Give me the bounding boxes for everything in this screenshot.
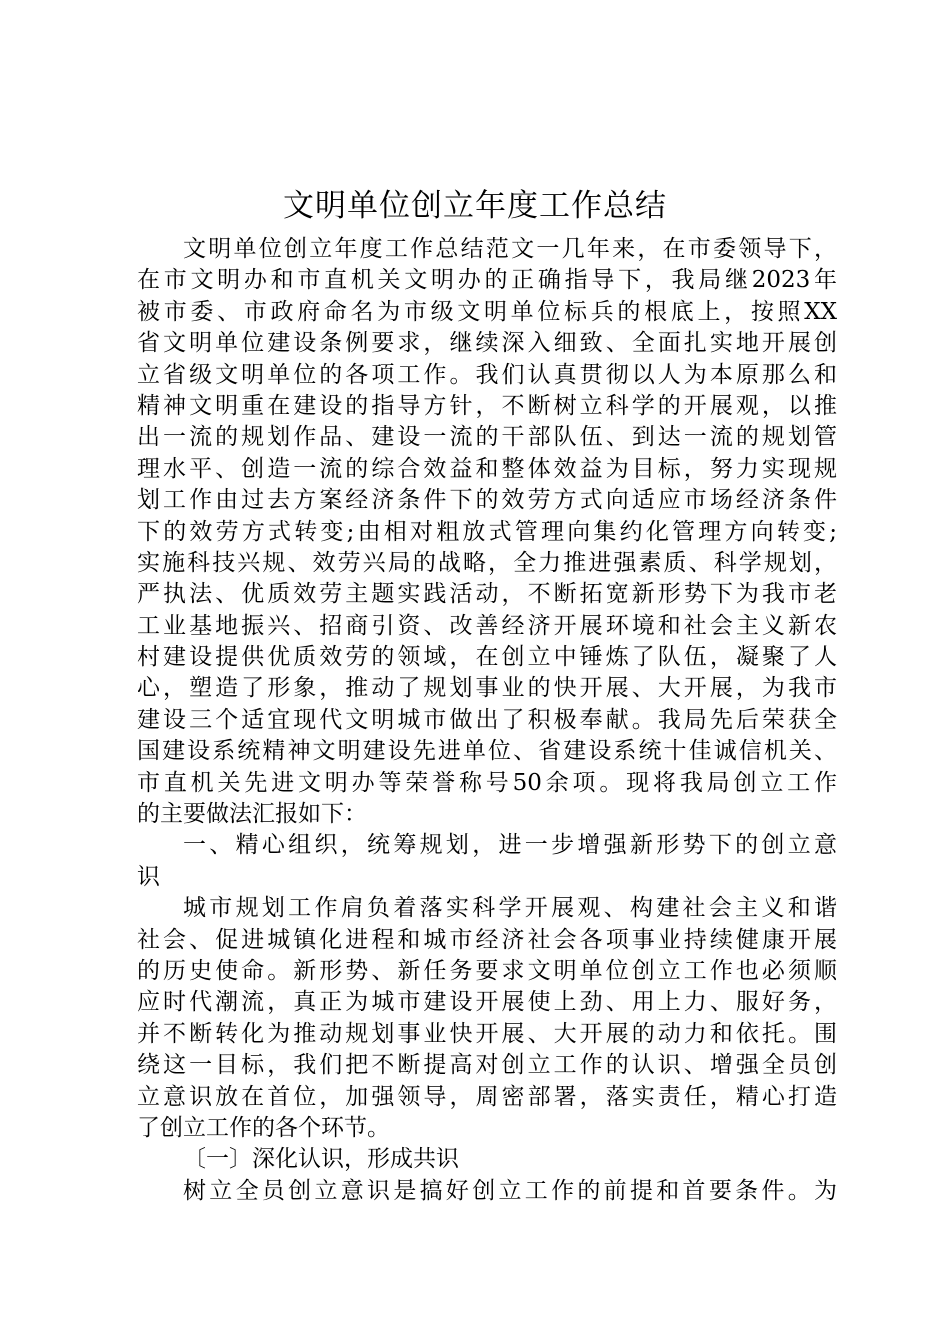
paragraph-line: 被市委、市政府命名为市级文明单位标兵的根底上，按照XX (137, 298, 837, 325)
paragraph-line: 工业基地振兴、招商引资、改善经济开展环境和社会主义新农 (137, 612, 837, 639)
paragraph-line: 了创立工作的各个环节。 (137, 1114, 390, 1141)
paragraph-line: 文明单位创立年度工作总结范文一几年来，在市委领导下， (183, 236, 837, 262)
paragraph-line: 出一流的规划作品、建设一流的干部队伍、到达一流的规划管 (137, 424, 837, 451)
paragraph-line: 国建设系统精神文明建设先进单位、省建设系统十佳诚信机关、 (137, 738, 837, 765)
paragraph-line: 应时代潮流，真正为城市建设开展使上劲、用上力、服好务， (137, 989, 837, 1016)
paragraph-line: 建设三个适宜现代文明城市做出了积极奉献。我局先后荣获全 (137, 706, 837, 733)
paragraph-line: 省文明单位建设条例要求，继续深入细致、全面扎实地开展创 (137, 330, 837, 357)
paragraph-line: 城市规划工作肩负着落实科学开展观、构建社会主义和谐 (183, 895, 837, 922)
paragraph-line: 严执法、优质效劳主题实践活动，不断拓宽新形势下为我市老 (137, 581, 837, 608)
paragraph-line: 社会、促进城镇化进程和城市经济社会各项事业持续健康开展 (137, 926, 837, 953)
paragraph-line: 绕这一目标，我们把不断提高对创立工作的认识、增强全员创 (137, 1052, 837, 1079)
paragraph-line: 在市文明办和市直机关文明办的正确指导下，我局继2023年 (137, 267, 837, 294)
paragraph-line: 实施科技兴规、效劳兴局的战略，全力推进强素质、科学规划， (137, 549, 837, 576)
section-heading-line: 一、精心组织，统筹规划，进一步增强新形势下的创立意 (183, 832, 837, 859)
paragraph-line: 的主要做法汇报如下： (137, 801, 367, 828)
paragraph-line: 划工作由过去方案经济条件下的效劳方式向适应市场经济条件 (137, 487, 837, 514)
paragraph-line: 立省级文明单位的各项工作。我们认真贯彻以人为本原那么和 (137, 361, 837, 388)
paragraph-line: 的历史使命。新形势、新任务要求文明单位创立工作也必须顺 (137, 957, 837, 984)
paragraph-line: 理水平、创造一流的综合效益和整体效益为目标，努力实现规 (137, 455, 837, 482)
paragraph-line: 市直机关先进文明办等荣誉称号50余项。现将我局创立工作 (137, 769, 837, 796)
subsection-heading-line: 〔一〕深化认识，形成共识 (183, 1146, 459, 1173)
paragraph-line: 村建设提供优质效劳的领域，在创立中锤炼了队伍，凝聚了人 (137, 644, 837, 671)
paragraph-line: 精神文明重在建设的指导方针，不断树立科学的开展观，以推 (137, 392, 837, 419)
paragraph-line: 下的效劳方式转变;由相对粗放式管理向集约化管理方向转变; (137, 518, 837, 545)
section-heading-line: 识 (137, 863, 160, 890)
paragraph-line: 心，塑造了形象，推动了规划事业的快开展、大开展，为我市 (137, 675, 837, 702)
document-body (137, 234, 837, 1207)
paragraph-line: 立意识放在首位，加强领导，周密部署，落实责任，精心打造 (137, 1083, 837, 1110)
paragraph-line: 并不断转化为推动规划事业快开展、大开展的动力和依托。围 (137, 1020, 837, 1047)
paragraph-line: 树立全员创立意识是搞好创立工作的前提和首要条件。为 (183, 1177, 837, 1204)
document-title: 文明单位创立年度工作总结 (283, 188, 667, 224)
